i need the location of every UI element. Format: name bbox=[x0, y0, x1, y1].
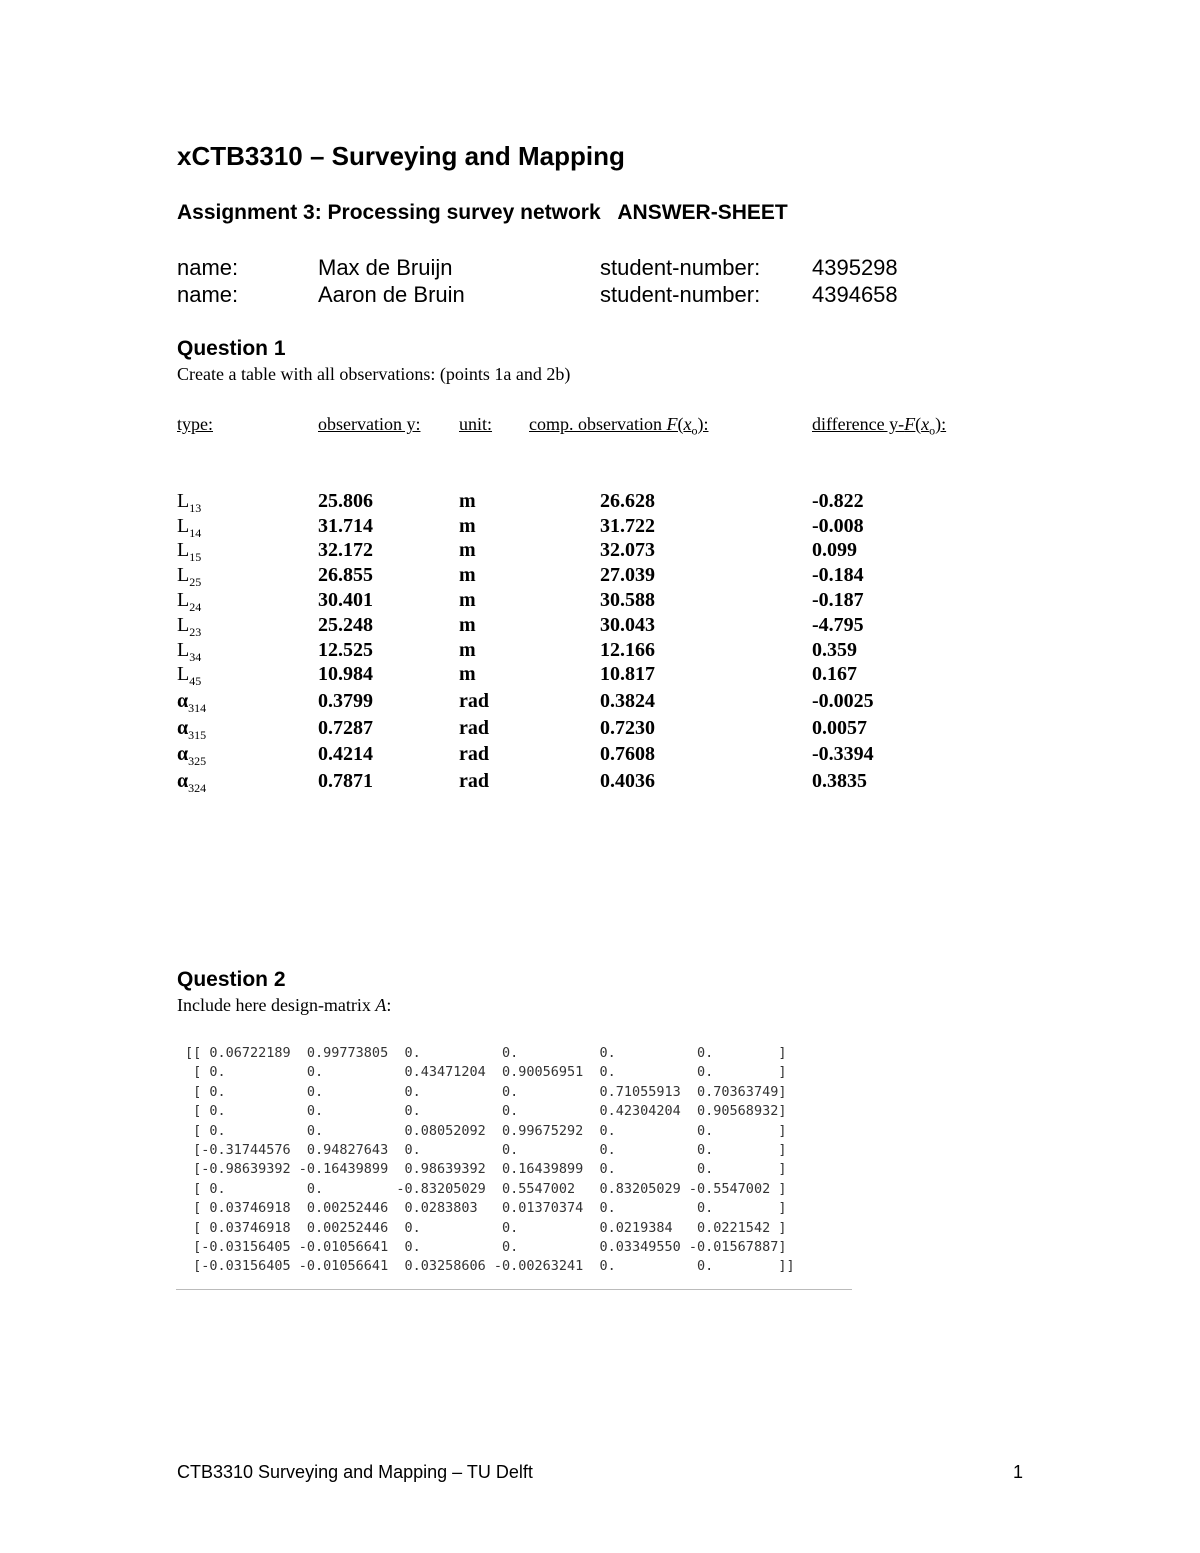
matrix-row: [-0.03156405 -0.01056641 0. 0. 0.03349550 -0.01567887] bbox=[185, 1239, 787, 1256]
computed-observation: 30.043 bbox=[600, 614, 655, 636]
computed-observation: 10.817 bbox=[600, 663, 655, 685]
question-1-heading: Question 1 bbox=[177, 337, 286, 360]
observation-unit: m bbox=[459, 614, 476, 636]
matrix-row: [[ 0.06722189 0.99773805 0. 0. 0. 0. ] bbox=[185, 1045, 787, 1061]
observation-value: 0.4214 bbox=[318, 743, 373, 765]
observation-type: $\alpha_{325}$ bbox=[177, 743, 207, 768]
question-2-heading: Question 2 bbox=[177, 968, 286, 991]
computed-observation: 0.4036 bbox=[600, 770, 655, 792]
observation-value: 10.984 bbox=[318, 663, 373, 685]
observation-unit: m bbox=[459, 663, 476, 685]
observation-value: 12.525 bbox=[318, 639, 373, 661]
col-type-header: type: bbox=[177, 414, 213, 434]
observation-type: $\alpha_{324}$ bbox=[177, 770, 207, 795]
matrix-row: [ 0. 0. 0.08052092 0.99675292 0. 0. ] bbox=[185, 1122, 787, 1139]
assignment-subtitle: Assignment 3: Processing survey network ANSWER-SHEET bbox=[177, 201, 788, 224]
observation-difference: -0.822 bbox=[812, 490, 864, 512]
matrix-row: [ 0.03746918 0.00252446 0.0283803 0.01370374 0. 0. ] bbox=[185, 1200, 787, 1217]
observation-type: $L_{14}$ bbox=[177, 515, 202, 540]
observation-difference: -0.008 bbox=[812, 515, 864, 537]
student-1-number-label: student-number: bbox=[600, 255, 761, 280]
observation-unit: m bbox=[459, 515, 476, 537]
computed-observation: 0.7230 bbox=[600, 717, 655, 739]
matrix-row: [ 0. 0. 0.43471204 0.90056951 0. 0. ] bbox=[185, 1064, 787, 1081]
student-2-number: 4394658 bbox=[812, 282, 898, 307]
observation-unit: m bbox=[459, 490, 476, 512]
computed-observation: 0.7608 bbox=[600, 743, 655, 765]
observation-difference: -4.795 bbox=[812, 614, 864, 636]
matrix-divider bbox=[176, 1289, 852, 1290]
student-2-name: Aaron de Bruin bbox=[318, 282, 465, 307]
computed-observation: 31.722 bbox=[600, 515, 655, 537]
observation-value: 0.7287 bbox=[318, 717, 373, 739]
student-2-number-label: student-number: bbox=[600, 282, 761, 307]
observation-unit: m bbox=[459, 639, 476, 661]
observation-value: 30.401 bbox=[318, 589, 373, 611]
matrix-row: [-0.03156405 -0.01056641 0.03258606 -0.00263241 0. 0. ]] bbox=[185, 1258, 795, 1275]
computed-observation: 30.588 bbox=[600, 589, 655, 611]
observation-difference: 0.099 bbox=[812, 539, 857, 561]
computed-observation: 27.039 bbox=[600, 564, 655, 586]
question-2-instruction: Include here design-matrix A: bbox=[177, 995, 392, 1015]
observation-difference: -0.184 bbox=[812, 564, 864, 586]
computed-observation: 12.166 bbox=[600, 639, 655, 661]
observation-type: $L_{13}$ bbox=[177, 490, 202, 515]
observation-difference: 0.3835 bbox=[812, 770, 867, 792]
computed-observation: 26.628 bbox=[600, 490, 655, 512]
observation-difference: -0.3394 bbox=[812, 743, 874, 765]
computed-observation: 0.3824 bbox=[600, 690, 655, 712]
col-unit-header: unit: bbox=[459, 414, 493, 434]
matrix-row: [-0.98639392 -0.16439899 0.98639392 0.16439899 0. 0. ] bbox=[185, 1161, 787, 1178]
observation-unit: rad bbox=[459, 770, 489, 792]
observation-difference: 0.0057 bbox=[812, 717, 867, 739]
observation-value: 32.172 bbox=[318, 539, 373, 561]
student-2-name-label: name: bbox=[177, 282, 239, 307]
col-observation-header: observation y: bbox=[318, 414, 421, 434]
observation-difference: 0.167 bbox=[812, 663, 857, 685]
observation-unit: rad bbox=[459, 743, 489, 765]
observation-type: $L_{15}$ bbox=[177, 539, 202, 564]
matrix-row: [ 0. 0. -0.83205029 0.5547002 0.83205029 -0.5547002 ] bbox=[185, 1180, 787, 1197]
student-1-name-label: name: bbox=[177, 255, 239, 280]
observation-unit: m bbox=[459, 564, 476, 586]
matrix-row: [ 0. 0. 0. 0. 0.71055913 0.70363749] bbox=[185, 1083, 787, 1100]
observation-type: $L_{34}$ bbox=[177, 639, 202, 664]
observation-value: 25.248 bbox=[318, 614, 373, 636]
observation-difference: -0.0025 bbox=[812, 690, 874, 712]
matrix-row: [ 0.03746918 0.00252446 0. 0. 0.0219384 0.0221542 ] bbox=[185, 1219, 787, 1236]
observation-type: $\alpha_{315}$ bbox=[177, 717, 207, 742]
student-1-name: Max de Bruijn bbox=[318, 255, 453, 280]
observation-type: $L_{45}$ bbox=[177, 663, 202, 688]
observation-unit: m bbox=[459, 539, 476, 561]
observation-type: $\alpha_{314}$ bbox=[177, 690, 207, 715]
observation-value: 0.7871 bbox=[318, 770, 373, 792]
student-1-number: 4395298 bbox=[812, 255, 898, 280]
col-computed-header: comp. observation $F(x_o)$: bbox=[529, 414, 709, 438]
observation-value: 0.3799 bbox=[318, 690, 373, 712]
observation-value: 25.806 bbox=[318, 490, 373, 512]
footer-page-number: 1 bbox=[1013, 1462, 1024, 1482]
question-1-instruction: Create a table with all observations: (points 1a and 2b) bbox=[177, 364, 571, 384]
observation-difference: 0.359 bbox=[812, 639, 857, 661]
observation-unit: m bbox=[459, 589, 476, 611]
document-title: xCTB3310 – Surveying and Mapping bbox=[177, 141, 625, 171]
observation-type: $L_{24}$ bbox=[177, 589, 202, 614]
observation-type: $L_{25}$ bbox=[177, 564, 202, 589]
design-matrix bbox=[185, 1044, 795, 1277]
matrix-row: [-0.31744576 0.94827643 0. 0. 0. 0. ] bbox=[185, 1142, 787, 1159]
observation-type: $L_{23}$ bbox=[177, 614, 202, 639]
computed-observation: 32.073 bbox=[600, 539, 655, 561]
matrix-row: [ 0. 0. 0. 0. 0.42304204 0.90568932] bbox=[185, 1103, 787, 1120]
footer-course: CTB3310 Surveying and Mapping – TU Delft bbox=[177, 1462, 533, 1482]
observation-difference: -0.187 bbox=[812, 589, 864, 611]
observation-unit: rad bbox=[459, 690, 489, 712]
col-difference-header: difference $y-F(x_o)$: bbox=[812, 414, 947, 438]
observation-value: 26.855 bbox=[318, 564, 373, 586]
observation-value: 31.714 bbox=[318, 515, 373, 537]
observation-unit: rad bbox=[459, 717, 489, 739]
